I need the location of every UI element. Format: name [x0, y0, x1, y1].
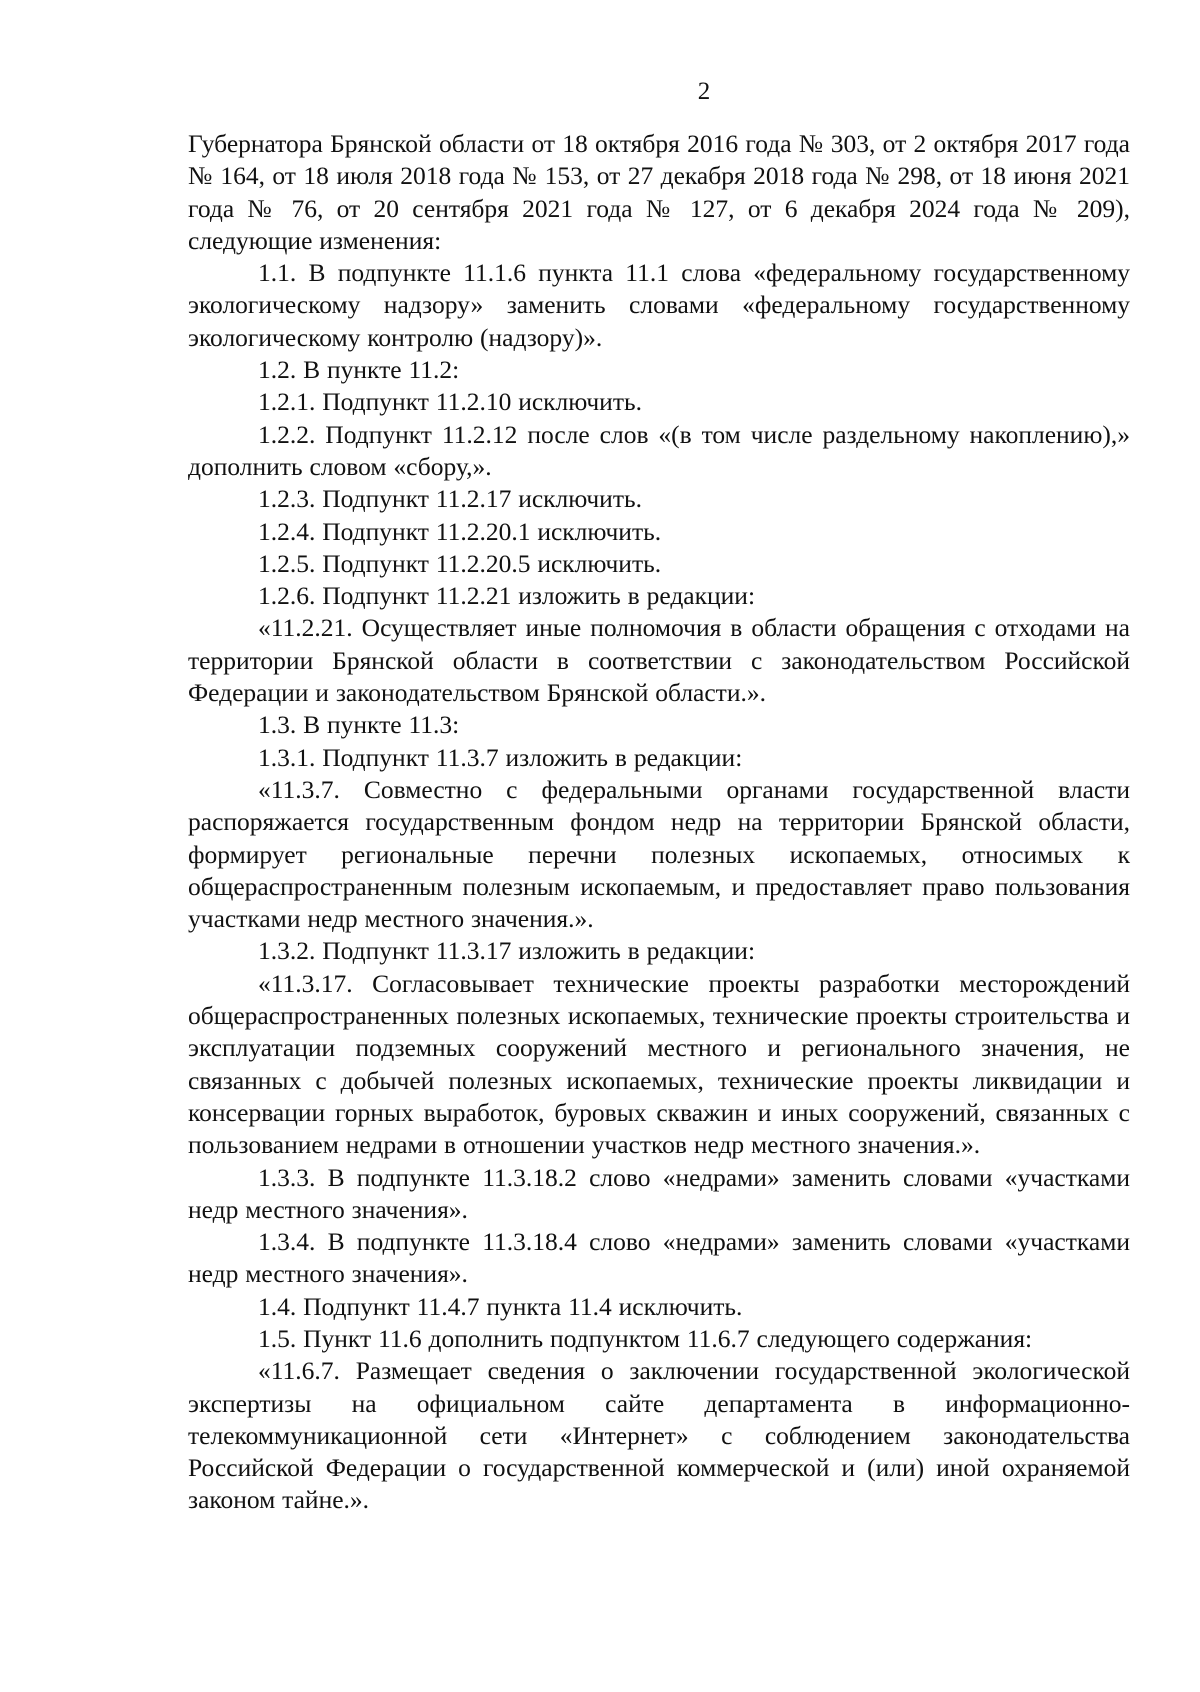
paragraph-15: «11.3.17. Согласовывает технические проекты разработки месторождений общераспространенных полезных ископаемых, технические проекты строительства и эксплуатации подземных сооружений местного и регионального значения, не связанных с добычей полезных ископаемых, технические проекты ликвидации и консервации горных выработок, буровых скважин и иных сооружений, связанных с пользованием недрами в отношении участков недр местного значения.».: [188, 968, 1130, 1160]
paragraph-4: 1.2.1. Подпункт 11.2.10 исключить.: [258, 387, 642, 417]
page-number: 2: [697, 78, 711, 105]
paragraph-5: 1.2.2. Подпункт 11.2.12 после слов «(в том числе раздельному накоплению),» дополнить словом «сбору,».: [188, 419, 1130, 481]
paragraph-6: 1.2.3. Подпункт 11.2.17 исключить.: [258, 484, 642, 514]
document-body: [188, 128, 1130, 1517]
paragraph-9: 1.2.6. Подпункт 11.2.21 изложить в редакции:: [258, 581, 756, 611]
paragraph-8: 1.2.5. Подпункт 11.2.20.5 исключить.: [258, 548, 662, 578]
paragraph-14: 1.3.2. Подпункт 11.3.17 изложить в редакции:: [258, 936, 756, 966]
paragraph-18: 1.4. Подпункт 11.4.7 пункта 11.4 исключить.: [258, 1291, 743, 1321]
paragraph-2: 1.1. В подпункте 11.1.6 пункта 11.1 слова «федеральному государственному экологическому надзору» заменить словами «федеральному государственному экологическому контролю (надзору)».: [188, 258, 1130, 352]
paragraph-12: 1.3.1. Подпункт 11.3.7 изложить в редакции:: [258, 742, 743, 772]
paragraph-10: «11.2.21. Осуществляет иные полномочия в области обращения с отходами на территории Брянской области в соответствии с законодательством Российской Федерации и законодательством Брянской области.».: [188, 613, 1130, 708]
paragraph-7: 1.2.4. Подпункт 11.2.20.1 исключить.: [258, 516, 662, 546]
paragraph-3: 1.2. В пункте 11.2:: [258, 355, 460, 385]
paragraph-16: 1.3.3. В подпункте 11.3.18.2 слово «недрами» заменить словами «участками недр местного значения».: [188, 1162, 1130, 1224]
paragraph-11: 1.3. В пункте 11.3:: [258, 710, 460, 740]
paragraph-20: «11.6.7. Размещает сведения о заключении государственной экологической экспертизы на официальном сайте департамента в информационно-телекоммуникационной сети «Интернет» с соблюдением законодательства Российской Федерации о государственной коммерческой и (или) иной охраняемой законом тайне.».: [188, 1356, 1130, 1515]
paragraph-1: Губернатора Брянской области от 18 октября 2016 года № 303, от 2 октября 2017 года № 164, от 18 июля 2018 года № 153, от 27 декабря 2018 года № 298, от 18 июня 2021 года № 76, от 20 сентября 2021 года № 127, от 6 декабря 2024 года № 209), следующие изменения:: [188, 129, 1130, 255]
paragraph-17: 1.3.4. В подпункте 11.3.18.4 слово «недрами» заменить словами «участками недр местного значения».: [188, 1227, 1130, 1289]
paragraph-19: 1.5. Пункт 11.6 дополнить подпунктом 11.6.7 следующего содержания:: [258, 1323, 1033, 1353]
paragraph-13: «11.3.7. Совместно с федеральными органами государственной власти распоряжается государственным фондом недр на территории Брянской области, формирует региональные перечни полезных ископаемых, относимых к общераспространенным полезным ископаемым, и предоставляет право пользования участками недр местного значения.».: [188, 774, 1130, 934]
